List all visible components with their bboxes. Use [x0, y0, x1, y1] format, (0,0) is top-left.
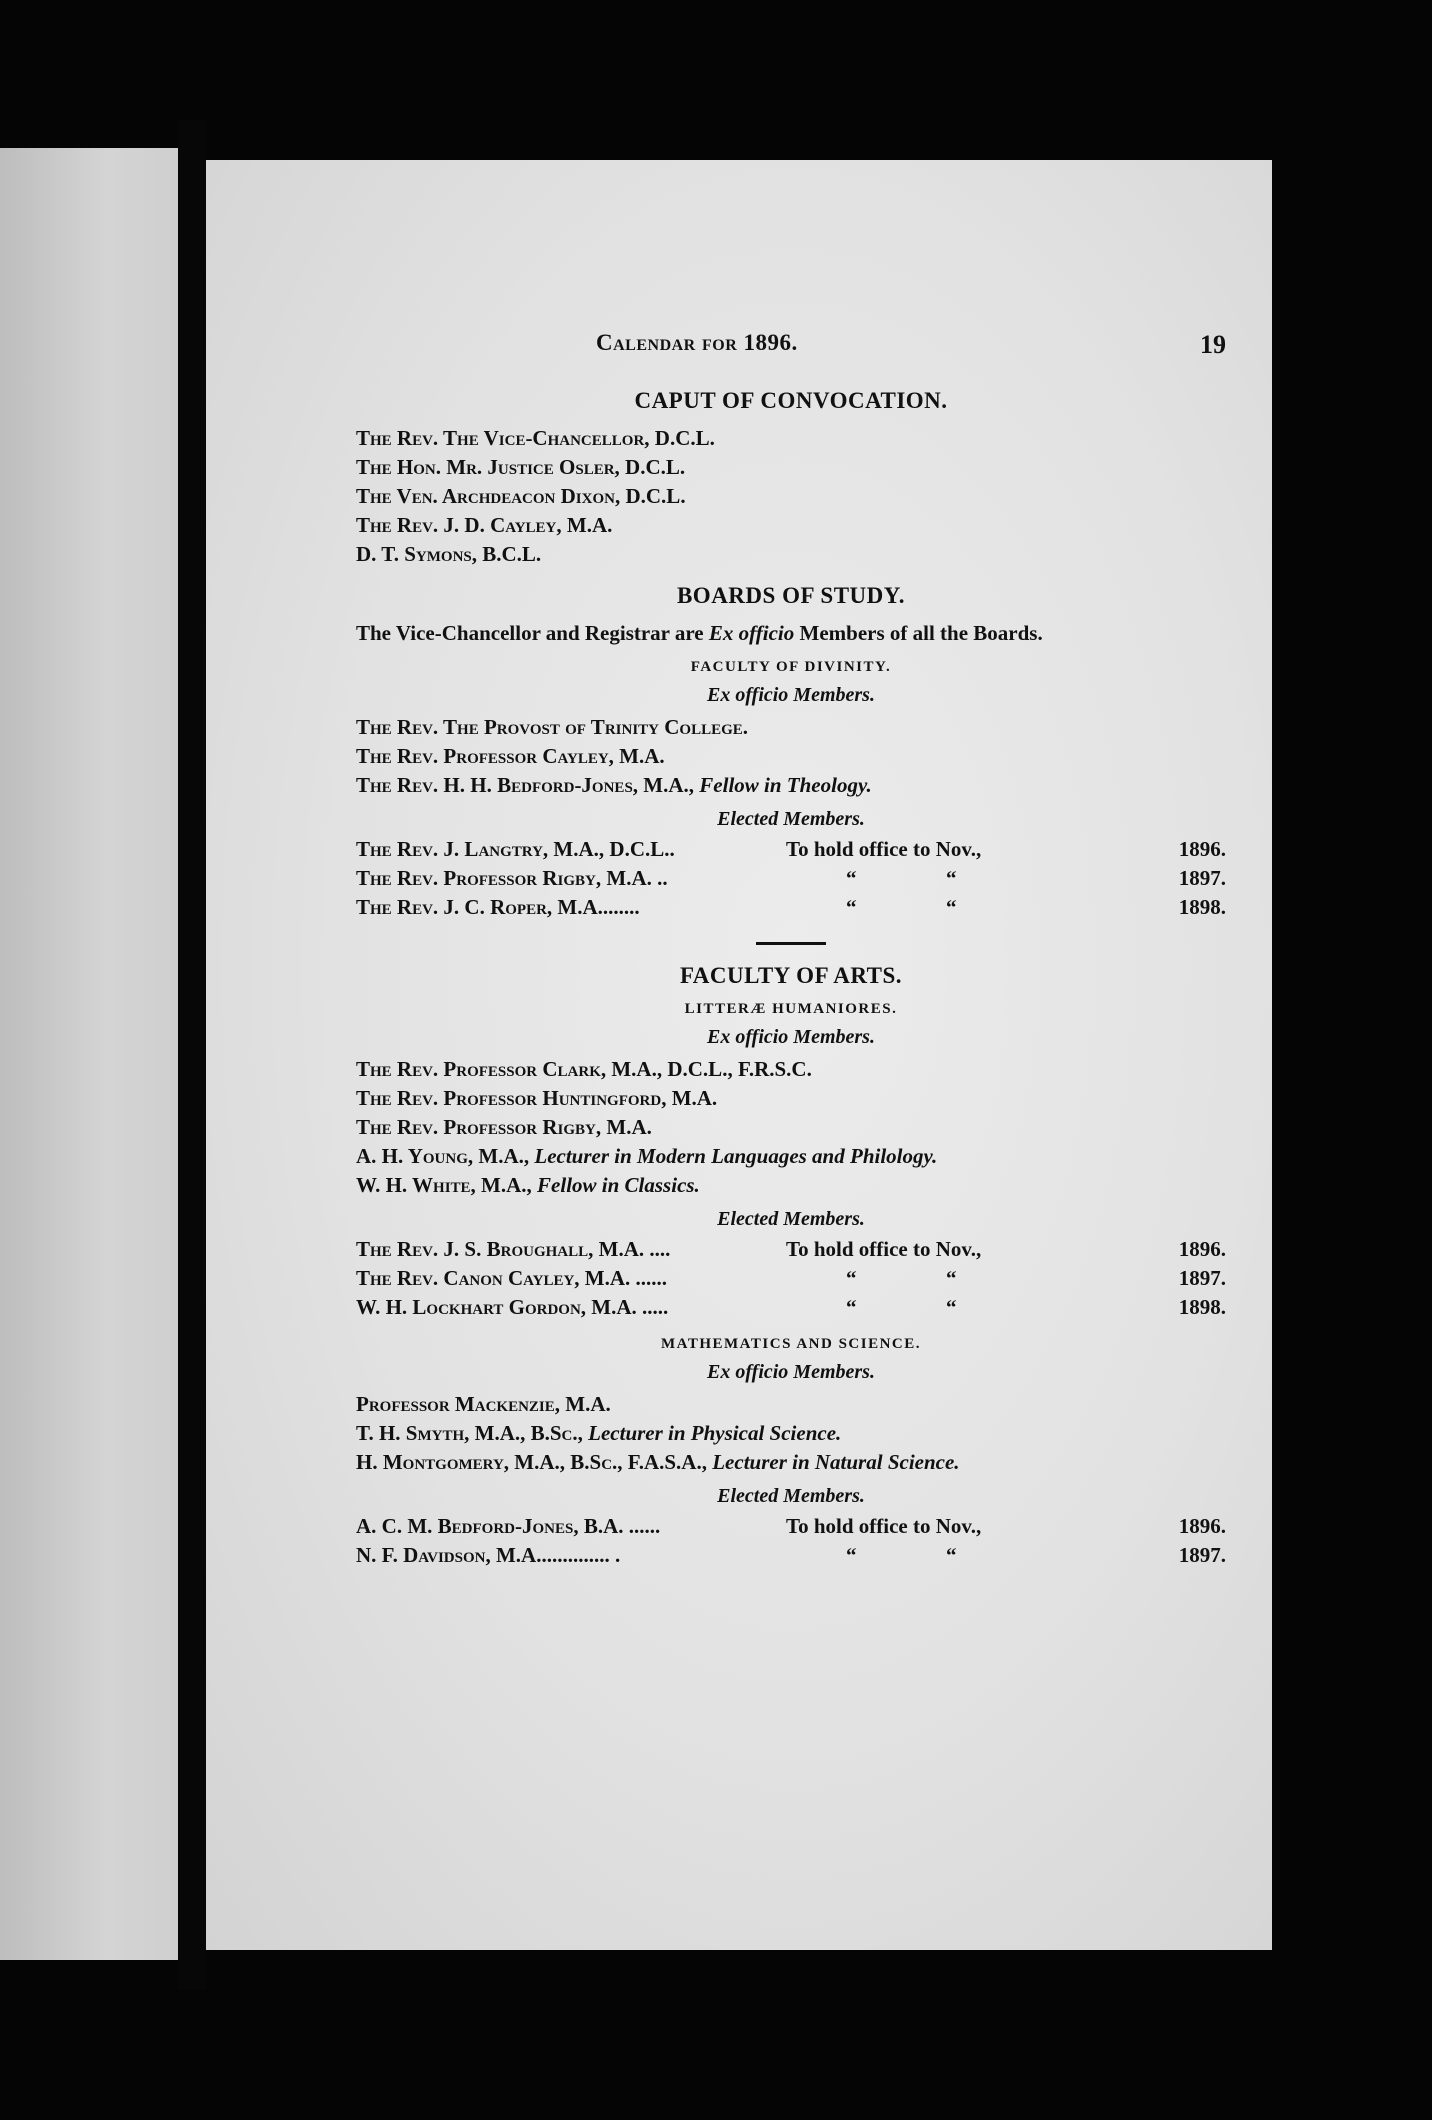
- ex-officio-heading: Ex officio Members.: [707, 1361, 875, 1383]
- member-row: The Rev. Professor Cayley, M.A.: [356, 744, 665, 768]
- member-row: The Rev. Professor Rigby, M.A.: [356, 1115, 652, 1139]
- running-title: Calendar for 1896.: [596, 330, 798, 355]
- book-gutter: [178, 120, 206, 1990]
- member-row: The Rev. Professor Huntingford, M.A.: [356, 1086, 718, 1110]
- elected-row: The Rev. Canon Cayley, M.A. ...... “ “ 1897.: [356, 1266, 1226, 1290]
- divinity-title: FACULTY OF DIVINITY.: [690, 659, 892, 675]
- ex-officio-heading: Ex officio Members.: [707, 1026, 875, 1048]
- elected-heading: Elected Members.: [717, 1208, 865, 1230]
- litterae-elected: [356, 1237, 1226, 1324]
- elected-row: The Rev. Professor Rigby, M.A. .. “ “ 1897.: [356, 866, 1226, 890]
- divinity-ex-officio: [356, 713, 1226, 800]
- member-row: W. H. White, M.A., Fellow in Classics.: [356, 1173, 700, 1197]
- litterae-ex-officio: [356, 1055, 1226, 1200]
- caput-member: The Ven. Archdeacon Dixon, D.C.L.: [356, 484, 686, 508]
- facing-page-edge: [0, 148, 178, 1960]
- elected-row: The Rev. J. S. Broughall, M.A. .... To hold office to Nov., 1896.: [356, 1237, 1226, 1261]
- caput-member: D. T. Symons, B.C.L.: [356, 542, 542, 566]
- elected-heading: Elected Members.: [717, 1485, 865, 1507]
- caput-member: The Hon. Mr. Justice Osler, D.C.L.: [356, 455, 686, 479]
- elected-row: The Rev. J. Langtry, M.A., D.C.L.. To hold office to Nov., 1896.: [356, 837, 1226, 861]
- page-content: [356, 330, 1226, 1572]
- elected-row: N. F. Davidson, M.A.............. . “ “ 1897.: [356, 1543, 1226, 1567]
- running-header: [486, 330, 1226, 374]
- math-ex-officio: [356, 1390, 1226, 1477]
- math-science-title: MATHEMATICS AND SCIENCE.: [660, 1336, 922, 1352]
- math-elected: [356, 1514, 1226, 1572]
- caput-member: The Rev. The Vice-Chancellor, D.C.L.: [356, 426, 715, 450]
- member-row: A. H. Young, M.A., Lecturer in Modern Languages and Philology.: [356, 1144, 938, 1168]
- boards-title: BOARDS OF STUDY.: [676, 583, 906, 608]
- member-row: T. H. Smyth, M.A., B.Sc., Lecturer in Physical Science.: [356, 1421, 842, 1445]
- member-row: The Rev. The Provost of Trinity College.: [356, 715, 749, 739]
- litterae-title: LITTERÆ HUMANIORES.: [684, 1001, 898, 1017]
- member-row: The Rev. H. H. Bedford-Jones, M.A., Fellow in Theology.: [356, 773, 872, 797]
- page-number: 19: [1200, 330, 1226, 359]
- member-row: Professor Mackenzie, M.A.: [356, 1392, 611, 1416]
- elected-row: The Rev. J. C. Roper, M.A........ “ “ 1898.: [356, 895, 1226, 919]
- divinity-elected: [356, 837, 1226, 924]
- member-row: The Rev. Professor Clark, M.A., D.C.L., F.R.S.C.: [356, 1057, 812, 1081]
- arts-title: FACULTY OF ARTS.: [679, 963, 903, 988]
- elected-heading: Elected Members.: [717, 808, 865, 830]
- ex-officio-heading: Ex officio Members.: [707, 684, 875, 706]
- elected-row: A. C. M. Bedford-Jones, B.A. ...... To hold office to Nov., 1896.: [356, 1514, 1226, 1538]
- caput-members: [356, 424, 1226, 569]
- caput-title: CAPUT OF CONVOCATION.: [634, 388, 948, 413]
- member-row: H. Montgomery, M.A., B.Sc., F.A.S.A., Lecturer in Natural Science.: [356, 1450, 960, 1474]
- caput-member: The Rev. J. D. Cayley, M.A.: [356, 513, 613, 537]
- elected-row: W. H. Lockhart Gordon, M.A. ..... “ “ 1898.: [356, 1295, 1226, 1319]
- calendar-page: [206, 160, 1272, 1950]
- section-divider: [756, 942, 826, 945]
- boards-intro: The Vice-Chancellor and Registrar are Ex officio Members of all the Boards.: [356, 621, 1043, 645]
